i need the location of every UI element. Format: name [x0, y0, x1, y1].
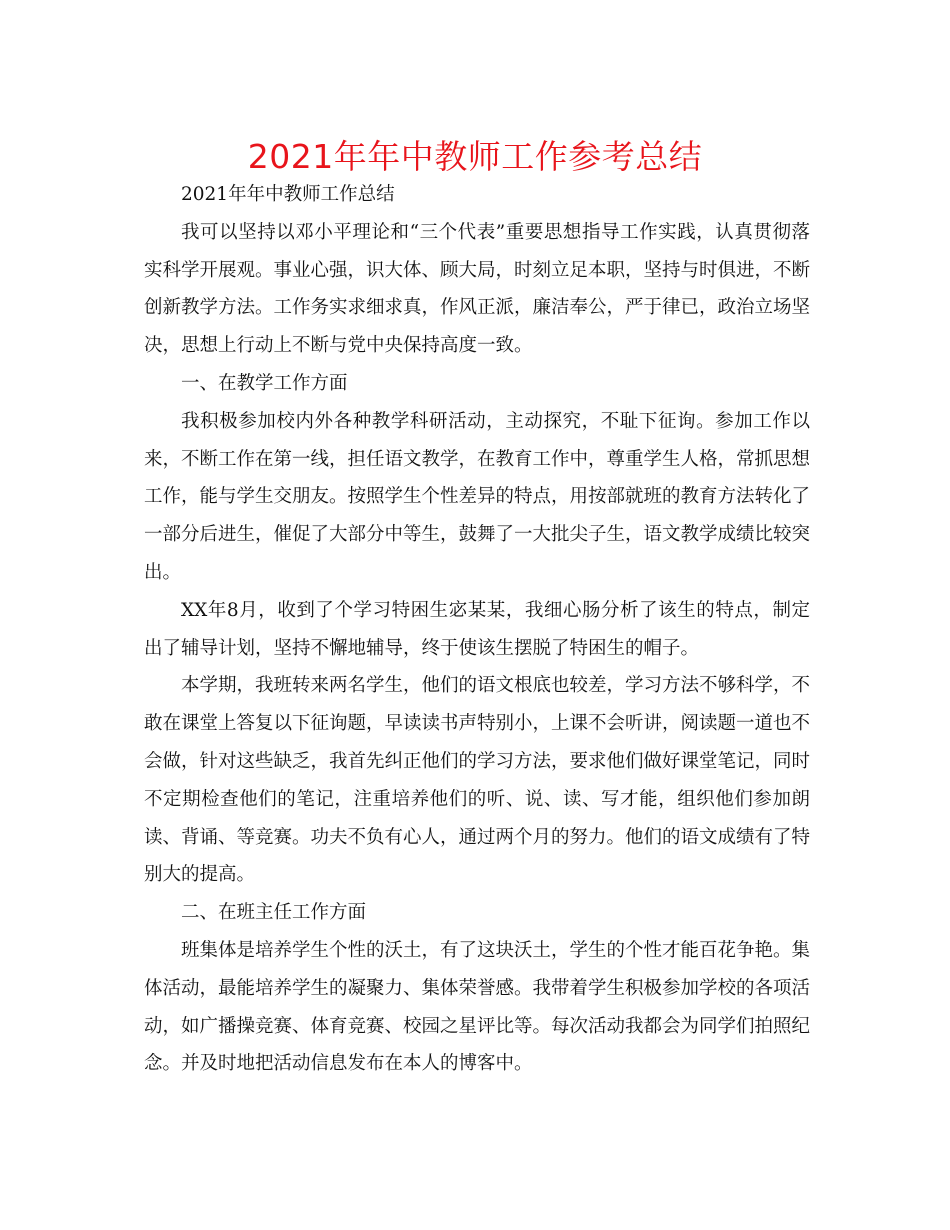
- paragraph: 我可以坚持以邓小平理论和“三个代表”重要思想指导工作实践，认真贯彻落实科学开展观。事业心强，识大体、顾大局，时刻立足本职，坚持与时俱进，不断创新教学方法。工作务实求细求真，作风正派，廉洁奉公，严于律已，政治立场坚决，思想上行动上不断与党中央保持高度一致。: [144, 221, 811, 357]
- section-heading: 一、在教学工作方面: [181, 372, 348, 394]
- document-title: 2021年年中教师工作参考总结: [247, 137, 703, 176]
- paragraph: 班集体是培养学生个性的沃土，有了这块沃土，学生的个性才能百花争艳。集体活动，最能培养学生的凝聚力、集体荣誉感。我带着学生积极参加学校的各项活动，如广播操竞赛、体育竞赛、校园之星评比等。每次活动我都会为同学们拍照纪念。并及时地把活动信息发布在本人的博客中。: [144, 939, 811, 1075]
- paragraph: 本学期，我班转来两名学生，他们的语文根底也较差，学习方法不够科学，不敢在课堂上答复以下征询题，早读读书声特别小，上课不会听讲，阅读题一道也不会做，针对这些缺乏，我首先纠正他们的学习方法，要求他们做好课堂笔记，同时不定期检查他们的笔记，注重培养他们的听、说、读、写才能，组织他们参加朗读、背诵、等竞赛。功夫不负有心人，通过两个月的努力。他们的语文成绩有了特别大的提高。: [144, 675, 811, 886]
- document-body: [144, 176, 810, 1083]
- section-heading: 二、在班主任工作方面: [181, 902, 367, 924]
- paragraph: 我积极参加校内外各种教学科研活动，主动探究，不耻下征询。参加工作以来，不断工作在第一线，担任语文教学，在教育工作中，尊重学生人格，常抓思想工作，能与学生交朋友。按照学生个性差异的特点，用按部就班的教育方法转化了一部分后进生，催促了大部分中等生，鼓舞了一大批尖子生，语文教学成绩比较突出。: [144, 410, 811, 583]
- paragraph-subtitle: 2021年年中教师工作总结: [181, 184, 395, 205]
- paragraph: XX年8月，收到了个学习特困生宓某某，我细心肠分析了该生的特点，制定出了辅导计划，坚持不懈地辅导，终于使该生摆脱了特困生的帽子。: [144, 599, 810, 659]
